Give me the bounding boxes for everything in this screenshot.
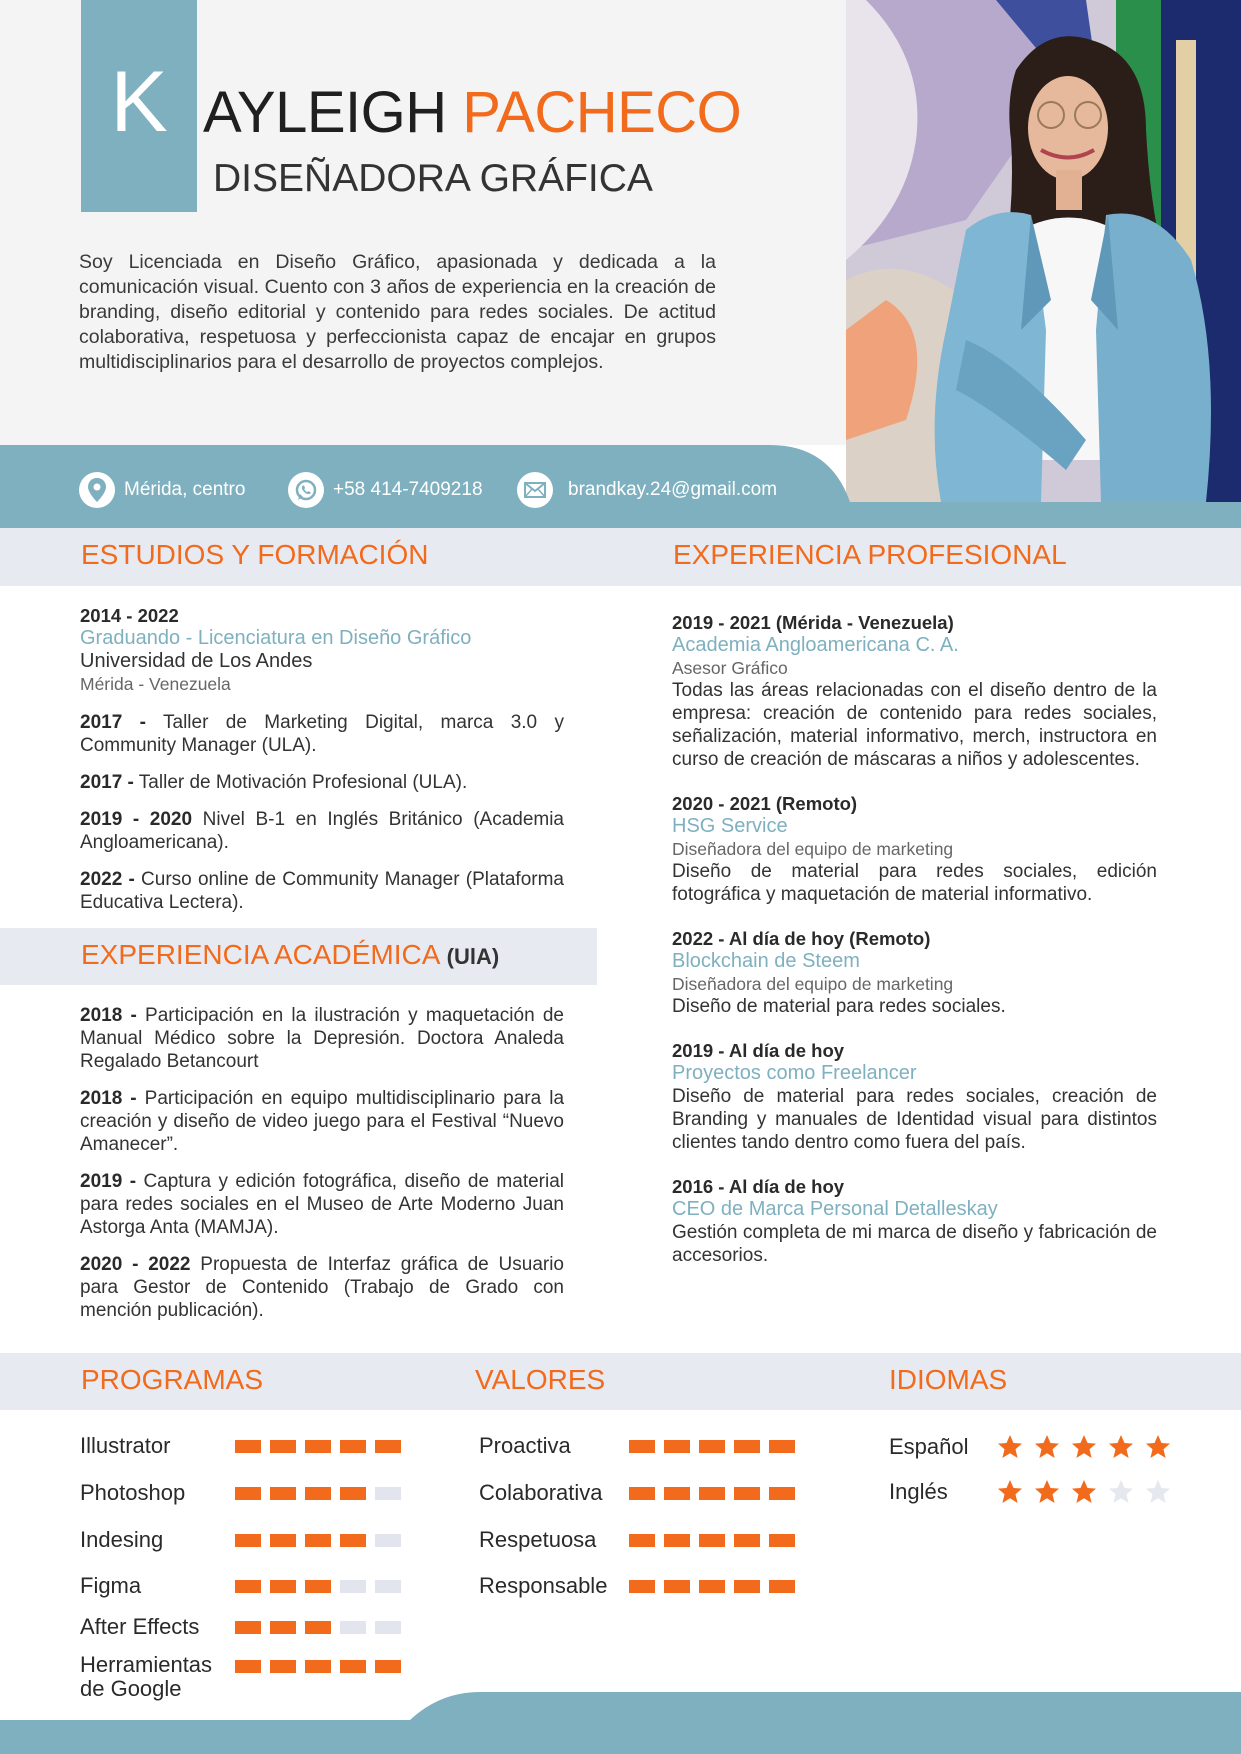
- level-bars: [629, 1580, 795, 1593]
- full-name: [203, 78, 741, 148]
- level-bar-filled: [340, 1660, 366, 1673]
- estudios-main-place: Mérida - Venezuela: [80, 674, 231, 694]
- level-bar-filled: [270, 1621, 296, 1634]
- level-bar-filled: [375, 1440, 401, 1453]
- level-bar-filled: [305, 1621, 331, 1634]
- level-bars: [235, 1621, 401, 1634]
- estudios-main-degree: Graduando - Licenciatura en Diseño Gráfico: [80, 627, 472, 649]
- level-bar-filled: [340, 1487, 366, 1500]
- academica-item: 2018 - Participación en equipo multidisciplinario para la creación y diseño de video juego para el Festival “Nuevo Amanecer”.: [80, 1088, 565, 1155]
- program-name: After Effects: [80, 1614, 200, 1639]
- job-role: Diseñadora del equipo de marketing: [672, 974, 954, 994]
- level-bar-filled: [734, 1580, 760, 1593]
- value-name: Responsable: [479, 1573, 608, 1598]
- estudios-title: ESTUDIOS Y FORMACIÓN: [81, 539, 429, 570]
- email-text: brandkay.24@gmail.com: [568, 479, 778, 500]
- level-bar-filled: [734, 1534, 760, 1547]
- level-bar-filled: [375, 1660, 401, 1673]
- job-entry: [672, 792, 1157, 906]
- level-bar-filled: [769, 1534, 795, 1547]
- level-bar-filled: [769, 1580, 795, 1593]
- first-name-rest: AYLEIGH: [203, 80, 447, 145]
- level-bar-filled: [629, 1580, 655, 1593]
- value-name: Respetuosa: [479, 1527, 597, 1552]
- estudios-item: 2022 - Curso online de Community Manager (Plataforma Educativa Lectera).: [80, 869, 564, 913]
- job-title: DISEÑADORA GRÁFICA: [213, 157, 653, 200]
- value-row: [479, 1434, 795, 1458]
- level-bar-filled: [235, 1440, 261, 1453]
- value-name: Colaborativa: [479, 1480, 603, 1505]
- level-bar-filled: [699, 1534, 725, 1547]
- job-entry: [672, 927, 1157, 1018]
- level-bar-filled: [629, 1487, 655, 1500]
- academica-item: 2019 - Captura y edición fotográfica, diseño de material para redes sociales en el Museo de Arte Moderno Juan Astorga Anta (MAMJA).: [80, 1171, 565, 1238]
- job-role: Asesor Gráfico: [672, 658, 788, 678]
- value-row: [479, 1481, 795, 1505]
- job-entry: [672, 1039, 1157, 1154]
- job-description: Diseño de material para redes sociales, creación de Branding y manuales de Identidad visual para distintos clientes tando dentro como fuera del país.: [672, 1086, 1157, 1153]
- program-row: [80, 1434, 401, 1458]
- level-bar-empty: [340, 1580, 366, 1593]
- contact-phone: [288, 470, 483, 510]
- star-filled-icon: [1145, 1434, 1171, 1460]
- job-description: Gestión completa de mi marca de diseño y fabricación de accesorios.: [672, 1222, 1157, 1266]
- program-name: Photoshop: [80, 1480, 186, 1505]
- level-bar-filled: [699, 1580, 725, 1593]
- level-bar-filled: [769, 1487, 795, 1500]
- estudios-main: [80, 604, 564, 695]
- experiencia-title: EXPERIENCIA PROFESIONAL: [673, 539, 1067, 570]
- job-company: CEO de Marca Personal Detalleskay: [672, 1198, 998, 1220]
- job-company: Proyectos como Freelancer: [672, 1062, 917, 1084]
- level-bar-filled: [699, 1440, 725, 1453]
- estudios-main-years: 2014 - 2022: [80, 605, 179, 626]
- estudios-item: 2017 - Taller de Marketing Digital, marca 3.0 y Community Manager (ULA).: [80, 712, 564, 756]
- level-bar-empty: [375, 1580, 401, 1593]
- experiencia-section: [672, 611, 1157, 1288]
- estudios-item: 2017 - Taller de Motivación Profesional (ULA).: [80, 772, 468, 793]
- level-bars: [235, 1660, 401, 1673]
- star-filled-icon: [1034, 1479, 1060, 1505]
- value-name: Proactiva: [479, 1433, 571, 1458]
- phone-text: +58 414-7409218: [333, 479, 483, 500]
- level-bar-filled: [305, 1440, 331, 1453]
- program-name: Figma: [80, 1573, 142, 1598]
- academica-item: 2018 - Participación en la ilustración y maquetación de Manual Médico sobre la Depresión. Doctora Analeda Regalado Betancourt: [80, 1005, 564, 1072]
- star-filled-icon: [1071, 1434, 1097, 1460]
- level-bar-filled: [305, 1660, 331, 1673]
- level-bars: [629, 1440, 795, 1453]
- programas-title: PROGRAMAS: [81, 1364, 264, 1395]
- level-bar-filled: [270, 1440, 296, 1453]
- level-bar-filled: [734, 1440, 760, 1453]
- program-name: Herramientas de Google: [80, 1652, 213, 1701]
- job-company: Academia Angloamericana C. A.: [672, 634, 959, 656]
- level-bar-filled: [270, 1534, 296, 1547]
- job-entry: [672, 611, 1157, 771]
- last-name: PACHECO: [462, 80, 742, 145]
- star-empty-icon: [1108, 1479, 1134, 1505]
- job-period: 2020 - 2021 (Remoto): [672, 793, 858, 814]
- program-row: [80, 1615, 401, 1639]
- job-company: HSG Service: [672, 815, 788, 837]
- program-row: [80, 1481, 401, 1505]
- program-name: Illustrator: [80, 1433, 171, 1458]
- mail-envelope-icon: [517, 472, 553, 508]
- star-filled-icon: [1034, 1434, 1060, 1460]
- level-bars: [235, 1580, 401, 1593]
- language-name: Inglés: [889, 1479, 948, 1504]
- level-bar-filled: [235, 1580, 261, 1593]
- language-row: [889, 1434, 1171, 1460]
- program-row: [80, 1574, 401, 1598]
- value-row: [479, 1574, 795, 1598]
- level-bar-filled: [235, 1534, 261, 1547]
- star-filled-icon: [997, 1434, 1023, 1460]
- program-name: Indesing: [80, 1527, 164, 1552]
- level-bar-filled: [235, 1487, 261, 1500]
- level-bar-filled: [664, 1580, 690, 1593]
- valores-title: VALORES: [475, 1364, 606, 1395]
- academica-section: [80, 1004, 564, 1336]
- level-bar-filled: [664, 1440, 690, 1453]
- estudios-main-school: Universidad de Los Andes: [80, 650, 313, 672]
- level-bars: [235, 1487, 401, 1500]
- job-entry: [672, 1175, 1157, 1267]
- level-bar-filled: [664, 1534, 690, 1547]
- academica-item: 2020 - 2022 Propuesta de Interfaz gráfica de Usuario para Gestor de Contenido (Trabajo de Grado con mención publicación).: [80, 1254, 565, 1321]
- value-row: [479, 1528, 795, 1552]
- level-bar-filled: [270, 1487, 296, 1500]
- level-bar-empty: [375, 1487, 401, 1500]
- academica-title-sub: (UlA): [446, 944, 500, 969]
- level-bars: [235, 1534, 401, 1547]
- star-filled-icon: [1108, 1434, 1134, 1460]
- contact-location: [79, 470, 245, 510]
- contact-email: [517, 470, 777, 510]
- profile-photo-illustration: [846, 0, 1241, 502]
- program-row: [80, 1528, 401, 1552]
- job-description: Todas las áreas relacionadas con el diseño dentro de la empresa: creación de contenido para redes sociales, señalización, material informativo, merch, instructora en curso de creación de máscaras a niños y adolescentes.: [672, 680, 1157, 770]
- level-bar-filled: [699, 1487, 725, 1500]
- star-rating: [997, 1434, 1171, 1460]
- academica-title: EXPERIENCIA ACADÉMICA (UlA): [81, 939, 500, 970]
- language-name: Español: [889, 1434, 969, 1459]
- level-bar-filled: [235, 1621, 261, 1634]
- footer-wave: [0, 1680, 1241, 1754]
- level-bar-filled: [340, 1534, 366, 1547]
- star-rating: [997, 1479, 1171, 1505]
- job-period: 2022 - Al día de hoy (Remoto): [672, 928, 931, 949]
- level-bars: [629, 1487, 795, 1500]
- level-bar-filled: [305, 1534, 331, 1547]
- location-text: Mérida, centro: [124, 479, 246, 500]
- level-bar-filled: [270, 1580, 296, 1593]
- estudios-item: 2019 - 2020 Nivel B-1 en Inglés Británico (Academia Angloamericana).: [80, 809, 565, 853]
- level-bar-filled: [305, 1487, 331, 1500]
- job-description: Diseño de material para redes sociales, edición fotográfica y maquetación de material informativo.: [672, 861, 1157, 905]
- star-filled-icon: [1071, 1479, 1097, 1505]
- level-bar-filled: [769, 1440, 795, 1453]
- job-company: Blockchain de Steem: [672, 950, 860, 972]
- job-period: 2019 - Al día de hoy: [672, 1040, 845, 1061]
- estudios-section: [80, 604, 564, 928]
- level-bar-empty: [340, 1621, 366, 1634]
- level-bar-filled: [664, 1487, 690, 1500]
- star-filled-icon: [997, 1479, 1023, 1505]
- job-description: Diseño de material para redes sociales.: [672, 996, 1006, 1017]
- profile-photo: [846, 0, 1241, 502]
- star-empty-icon: [1145, 1479, 1171, 1505]
- job-period: 2019 - 2021 (Mérida - Venezuela): [672, 612, 954, 633]
- whatsapp-icon: [288, 472, 324, 508]
- level-bar-empty: [375, 1534, 401, 1547]
- job-role: Diseñadora del equipo de marketing: [672, 839, 954, 859]
- idiomas-title: IDIOMAS: [889, 1364, 1008, 1395]
- level-bars: [629, 1534, 795, 1547]
- language-row: [889, 1479, 1171, 1505]
- level-bar-empty: [375, 1621, 401, 1634]
- location-pin-icon: [79, 472, 115, 508]
- job-period: 2016 - Al día de hoy: [672, 1176, 845, 1197]
- level-bar-filled: [629, 1440, 655, 1453]
- name-initial: K: [110, 54, 168, 150]
- level-bar-filled: [340, 1440, 366, 1453]
- profile-summary: Soy Licenciada en Diseño Gráfico, apasionada y dedicada a la comunicación visual. Cuento con 3 años de experiencia en la creación de branding, diseño editorial y contenido para redes sociales. De actitud colaborativa, respetuosa y perfeccionista capaz de encajar en grupos multidisciplinarios para el desarrollo de proyectos complejos.: [79, 251, 716, 373]
- level-bar-filled: [734, 1487, 760, 1500]
- level-bar-filled: [629, 1534, 655, 1547]
- level-bar-filled: [235, 1660, 261, 1673]
- level-bar-filled: [305, 1580, 331, 1593]
- level-bars: [235, 1440, 401, 1453]
- level-bar-filled: [270, 1660, 296, 1673]
